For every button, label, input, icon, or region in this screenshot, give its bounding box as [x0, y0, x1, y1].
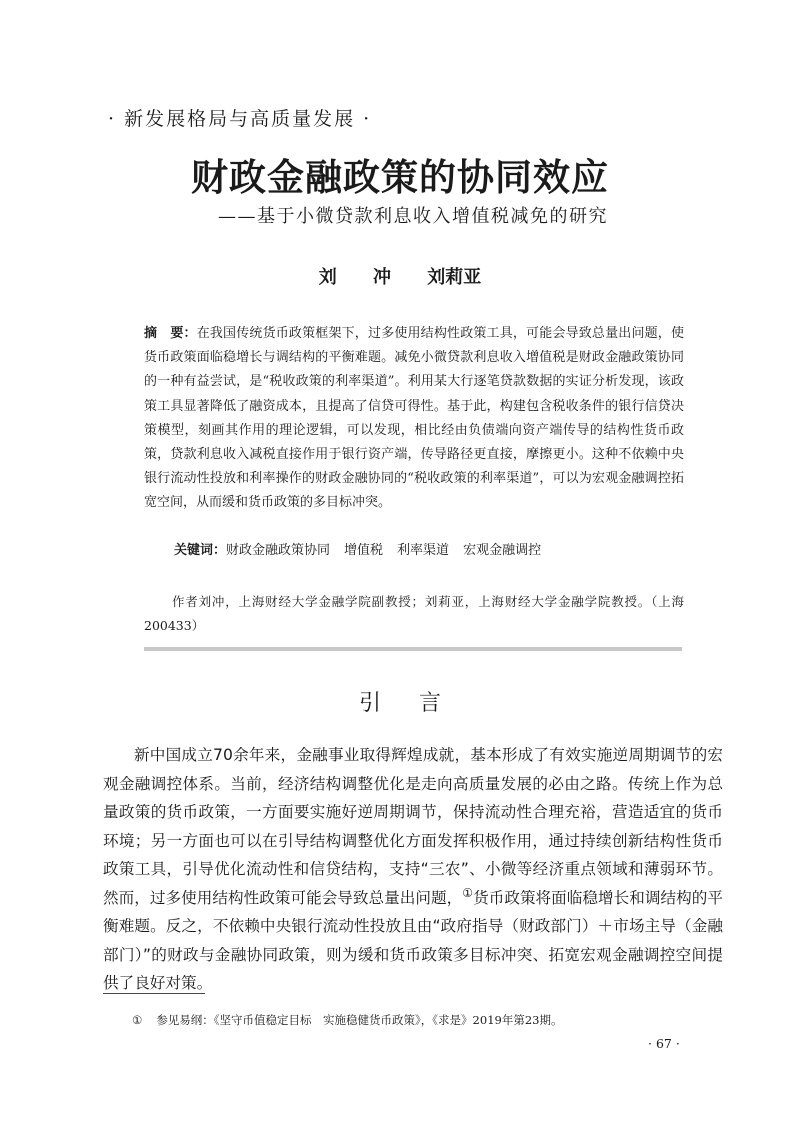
keyword: 宏观金融调控: [463, 543, 542, 558]
article-title: 财政金融政策的协同效应: [191, 155, 609, 199]
footnote-number: ①: [132, 1013, 143, 1027]
footnote-text: 参见易纲：《坚守币值稳定目标 实施稳健货币政策》，《求是》2019年第23期。: [156, 1013, 563, 1027]
footnote-marker[interactable]: ①: [462, 885, 474, 900]
body-text-part1: 新中国成立70余年来，金融事业取得辉煌成就，基本形成了有效实施逆周期调节的宏观金融调控体系。当前，经济结构调整优化是走向高质量发展的必由之路。传统上作为总量政策的货币政策，一方面要实施好逆周期调节，保持流动性合理充裕，营造适宜的货币环境；另一方面也可以在引导结构调整优化方面发挥积极作用，通过持续创新结构性货币政策工具，引导优化流动性和信贷结构，支持“三农”、小微等经济重点领域和薄弱环节。然而，过多使用结构性政策可能会导致总量出问题，: [103, 746, 723, 907]
author-names: 刘 冲 刘莉亚: [318, 267, 482, 288]
article-subtitle: ——基于小微贷款利息收入增值税减免的研究: [218, 206, 608, 227]
body-paragraph: [103, 741, 723, 998]
keyword: 财政金融政策协同: [226, 543, 331, 558]
body-text-part2: 货币政策将面临稳增长和调结构的平衡难题。反之，不依赖中央银行流动性投放且由“政府指导（财政部门）＋市场主导（金融部门）”的财政与金融协同政策，则为缓和货币政策多目标冲突、拓宽宏观金融调控空间提供了良好对策。: [103, 888, 723, 992]
keywords: [174, 539, 555, 558]
abstract-text: 在我国传统货币政策框架下，过多使用结构性政策工具，可能会导致总量出问题，使货币政策面临稳增长与调结构的平衡难题。减免小微贷款利息收入增值税是财政金融政策协同的一种有益尝试，是“税收政策的利率渠道”。利用某大行逐笔贷款数据的实证分析发现，该政策工具显著降低了融资成本，且提高了信贷可得性。基于此，构建包含税收条件的银行信贷决策模型，刻画其作用的理论逻辑，可以发现，相比经由负债端向资产端传导的结构性货币政策，贷款利息收入减税直接作用于银行资产端，传导路径更直接，摩擦更小。这种不依赖中央银行流动性投放和利率操作的财政金融协同的“税收政策的利率渠道”，可以为宏观金融调控拓宽空间，从而缓和货币政策的多目标冲突。: [144, 326, 684, 511]
keyword: 增值税: [344, 543, 384, 558]
section-divider: [144, 647, 682, 651]
page-number: · 67 ·: [648, 1036, 680, 1051]
keyword: 利率渠道: [397, 543, 450, 558]
abstract-label: 摘 要：: [144, 326, 197, 341]
keywords-label: 关键词：: [174, 543, 227, 558]
abstract: [144, 322, 684, 516]
footnote-rule: [103, 993, 205, 994]
author-affiliation: 作者刘冲，上海财经大学金融学院副教授；刘莉亚，上海财经大学金融学院教授。（上海 200433）: [144, 594, 697, 633]
footnote: [132, 1012, 562, 1028]
column-tag: · 新发展格局与高质量发展 ·: [108, 108, 372, 130]
section-heading: 引言: [358, 691, 479, 716]
